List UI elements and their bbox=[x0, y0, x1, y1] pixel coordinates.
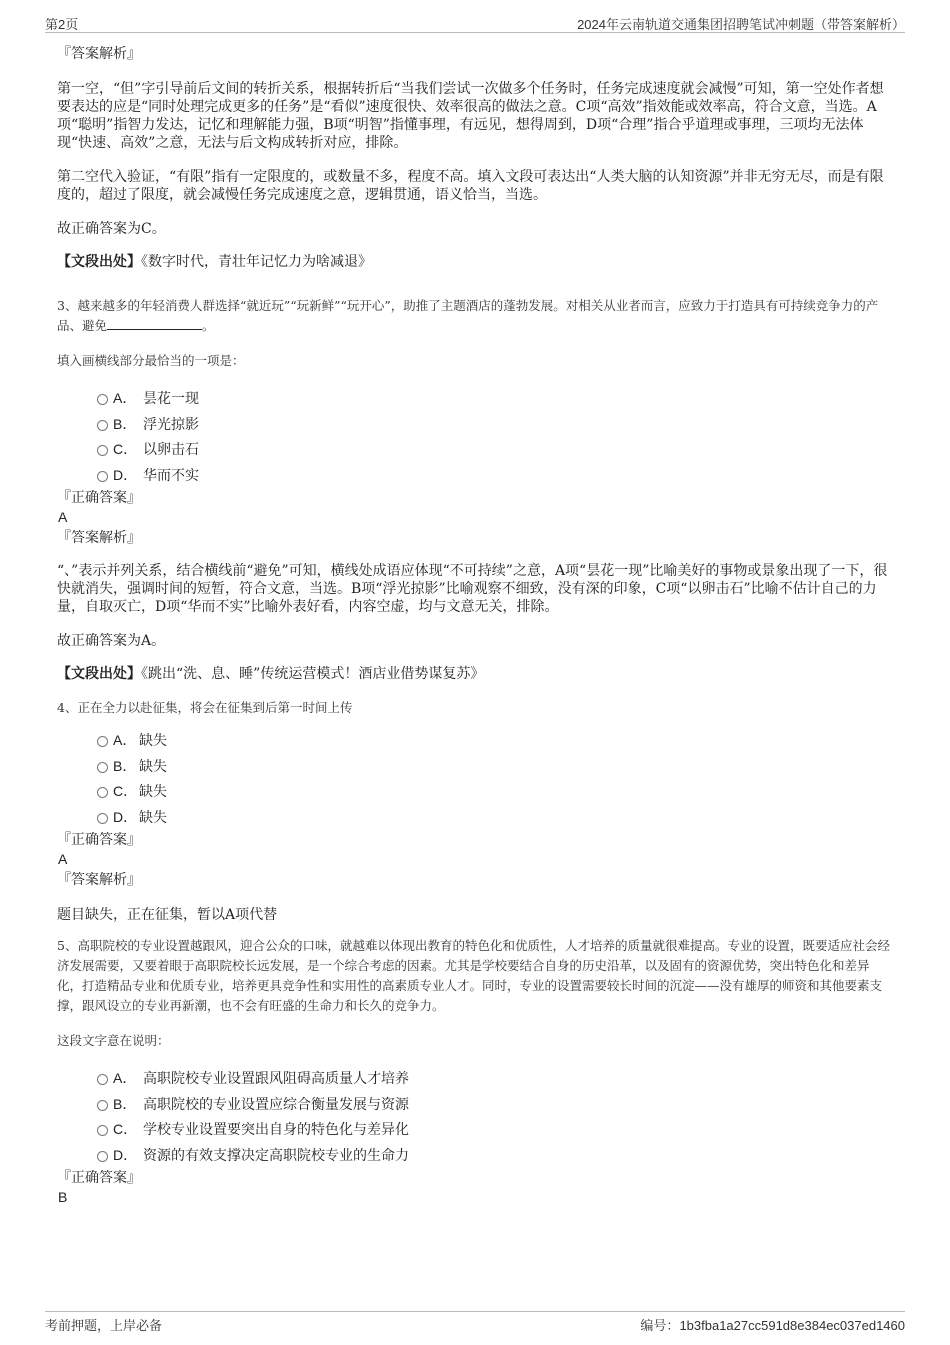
q4-analysis-label: 『答案解析』 bbox=[57, 872, 141, 888]
q3-answer-label: 『正确答案』 bbox=[57, 490, 141, 506]
radio-icon[interactable] bbox=[97, 471, 108, 482]
radio-icon[interactable] bbox=[97, 1151, 108, 1162]
page-header bbox=[45, 10, 905, 33]
footer-code-value: 1b3fba1a27cc591d8e384ec037ed1460 bbox=[679, 1318, 905, 1333]
q3-option-d[interactable]: D． 华而不实 bbox=[57, 465, 893, 491]
footer-slogan: 考前押题，上岸必备 bbox=[45, 1318, 163, 1333]
page-number: 第2页 bbox=[45, 17, 79, 32]
radio-icon[interactable] bbox=[97, 762, 108, 773]
footer-code-label: 编号： bbox=[640, 1318, 680, 1333]
q2-source-title: 《数字时代，青壮年记忆力为啥减退》 bbox=[141, 254, 372, 270]
q2-conclusion: 故正确答案为C。 bbox=[57, 221, 166, 237]
radio-icon[interactable] bbox=[97, 420, 108, 431]
q3-analysis-label: 『答案解析』 bbox=[57, 530, 141, 546]
q4-stem: 4、正在全力以赴征集，将会在征集到后第一时间上传 bbox=[57, 700, 353, 715]
q3-source bbox=[57, 664, 893, 684]
q5-answer-label: 『正确答案』 bbox=[57, 1170, 141, 1186]
q3-option-b[interactable]: B． 浮光掠影 bbox=[57, 414, 893, 440]
q4-answer: A bbox=[58, 851, 68, 867]
q3-source-label: 【文段出处】 bbox=[57, 666, 141, 682]
radio-icon[interactable] bbox=[97, 736, 108, 747]
q2-analysis-label: 『答案解析』 bbox=[57, 46, 141, 62]
q5-options bbox=[57, 1068, 893, 1170]
q5-prompt: 这段文字意在说明： bbox=[57, 1033, 170, 1048]
radio-icon[interactable] bbox=[97, 1100, 108, 1111]
q4-options bbox=[57, 730, 893, 832]
q2-source-label: 【文段出处】 bbox=[57, 254, 141, 270]
radio-icon[interactable] bbox=[97, 394, 108, 405]
page-content bbox=[57, 44, 893, 1206]
q5-option-d[interactable]: D． 资源的有效支撑决定高职院校专业的生命力 bbox=[57, 1145, 893, 1171]
q5-stem: 5、高职院校的专业设置越跟风，迎合公众的口味，就越难以体现出教育的特色化和优质性，人才培养的质量就很难提高。专业的设置，既要适应社会经济发展需要，又要着眼于高职院校长远发展，是一个综合考虑的因素。尤其是学校要结合自身的历史沿革，以及固有的资源优势，突出特色化和差异化，打造精品专业和优质专业，培养更具竞争性和实用性的高素质专业人才。同时，专业的设置需要较长时间的沉淀——没有雄厚的师资和其他要素支撑，跟风设立的专业再新潮，也不会有旺盛的生命力和长久的竞争力。 bbox=[57, 938, 890, 1013]
radio-icon[interactable] bbox=[97, 1125, 108, 1136]
q3-stem: 3、越来越多的年轻消费人群选择“就近玩”“玩新鲜”“玩开心”，助推了主题酒店的蓬勃发展。对相关从业者而言，应致力于打造具有可持续竞争力的产品、避免 。 bbox=[57, 298, 879, 333]
footer-code bbox=[640, 1315, 905, 1334]
q3-stem-text: 3、越来越多的年轻消费人群选择“就近玩”“玩新鲜”“玩开心”，助推了主题酒店的蓬勃发展。对相关从业者而言，应致力于打造具有可持续竞争力的产品、避免 bbox=[57, 298, 879, 333]
radio-icon[interactable] bbox=[97, 813, 108, 824]
q3-prompt: 填入画横线部分最恰当的一项是： bbox=[57, 353, 245, 368]
q5-answer: B bbox=[58, 1189, 68, 1205]
q5-option-c[interactable]: C． 学校专业设置要突出自身的特色化与差异化 bbox=[57, 1119, 893, 1145]
q4-option-a[interactable]: A． 缺失 bbox=[57, 730, 893, 756]
q4-option-b[interactable]: B． 缺失 bbox=[57, 756, 893, 782]
q3-option-a[interactable]: A． 昙花一现 bbox=[57, 388, 893, 414]
q3-analysis-paragraph-1: “、”表示并列关系，结合横线前“避免”可知，横线处成语应体现“不可持续”之意，A项“昙花一现”比喻美好的事物或景象出现了一下，很快就消失，强调时间的短暂，符合文意，当选。B项“浮光掠影”比喻观察不细致，没有深的印象，C项“以卵击石”比喻不估计自己的力量，自取灭亡，D项“华而不实”比喻外表好看，内容空虚，均与文意无关，排除。 bbox=[57, 563, 888, 615]
q3-answer: A bbox=[58, 509, 68, 525]
q4-option-c[interactable]: C． 缺失 bbox=[57, 781, 893, 807]
radio-icon[interactable] bbox=[97, 787, 108, 798]
q4-analysis-paragraph-1: 题目缺失，正在征集，暂以A项代替 bbox=[57, 907, 278, 923]
q3-option-c[interactable]: C． 以卵击石 bbox=[57, 439, 893, 465]
q5-option-b[interactable]: B． 高职院校的专业设置应综合衡量发展与资源 bbox=[57, 1094, 893, 1120]
q4-option-d[interactable]: D． 缺失 bbox=[57, 807, 893, 833]
q3-blank-line bbox=[107, 317, 202, 330]
q2-analysis-paragraph-2: 第二空代入验证，“有限”指有一定限度的，或数量不多，程度不高。填入文段可表达出“人类大脑的认知资源”并非无穷无尽，而是有限度的，超过了限度，就会减慢任务完成速度之意，逻辑贯通，语义恰当，当选。 bbox=[57, 169, 884, 203]
q2-analysis-paragraph-1: 第一空，“但”字引导前后文间的转折关系，根据转折后“当我们尝试一次做多个任务时，任务完成速度就会减慢”可知，第一空处作者想要表达的应是“同时处理完成更多的任务”是“看似”速度很快、效率很高的做法之意。C项“高效”指效能或效率高，符合文意，当选。A项“聪明”指智力发达，记忆和理解能力强，B项“明智”指懂事理，有远见，想得周到，D项“合理”指合乎道理或事理，三项均无法体现“快速、高效”之意，无法与后文构成转折对应，排除。 bbox=[57, 81, 884, 151]
q3-conclusion: 故正确答案为A。 bbox=[57, 633, 166, 649]
q2-source bbox=[57, 252, 893, 272]
document-title: 2024年云南轨道交通集团招聘笔试冲刺题（带答案解析） bbox=[577, 17, 905, 32]
q3-source-title: 《跳出“洗、息、睡”传统运营模式！酒店业借势谋复苏》 bbox=[141, 666, 485, 682]
page-footer bbox=[45, 1311, 905, 1332]
q3-options bbox=[57, 388, 893, 490]
radio-icon[interactable] bbox=[97, 1074, 108, 1085]
q5-option-a[interactable]: A． 高职院校专业设置跟风阻碍高质量人才培养 bbox=[57, 1068, 893, 1094]
radio-icon[interactable] bbox=[97, 445, 108, 456]
q4-answer-label: 『正确答案』 bbox=[57, 832, 141, 848]
